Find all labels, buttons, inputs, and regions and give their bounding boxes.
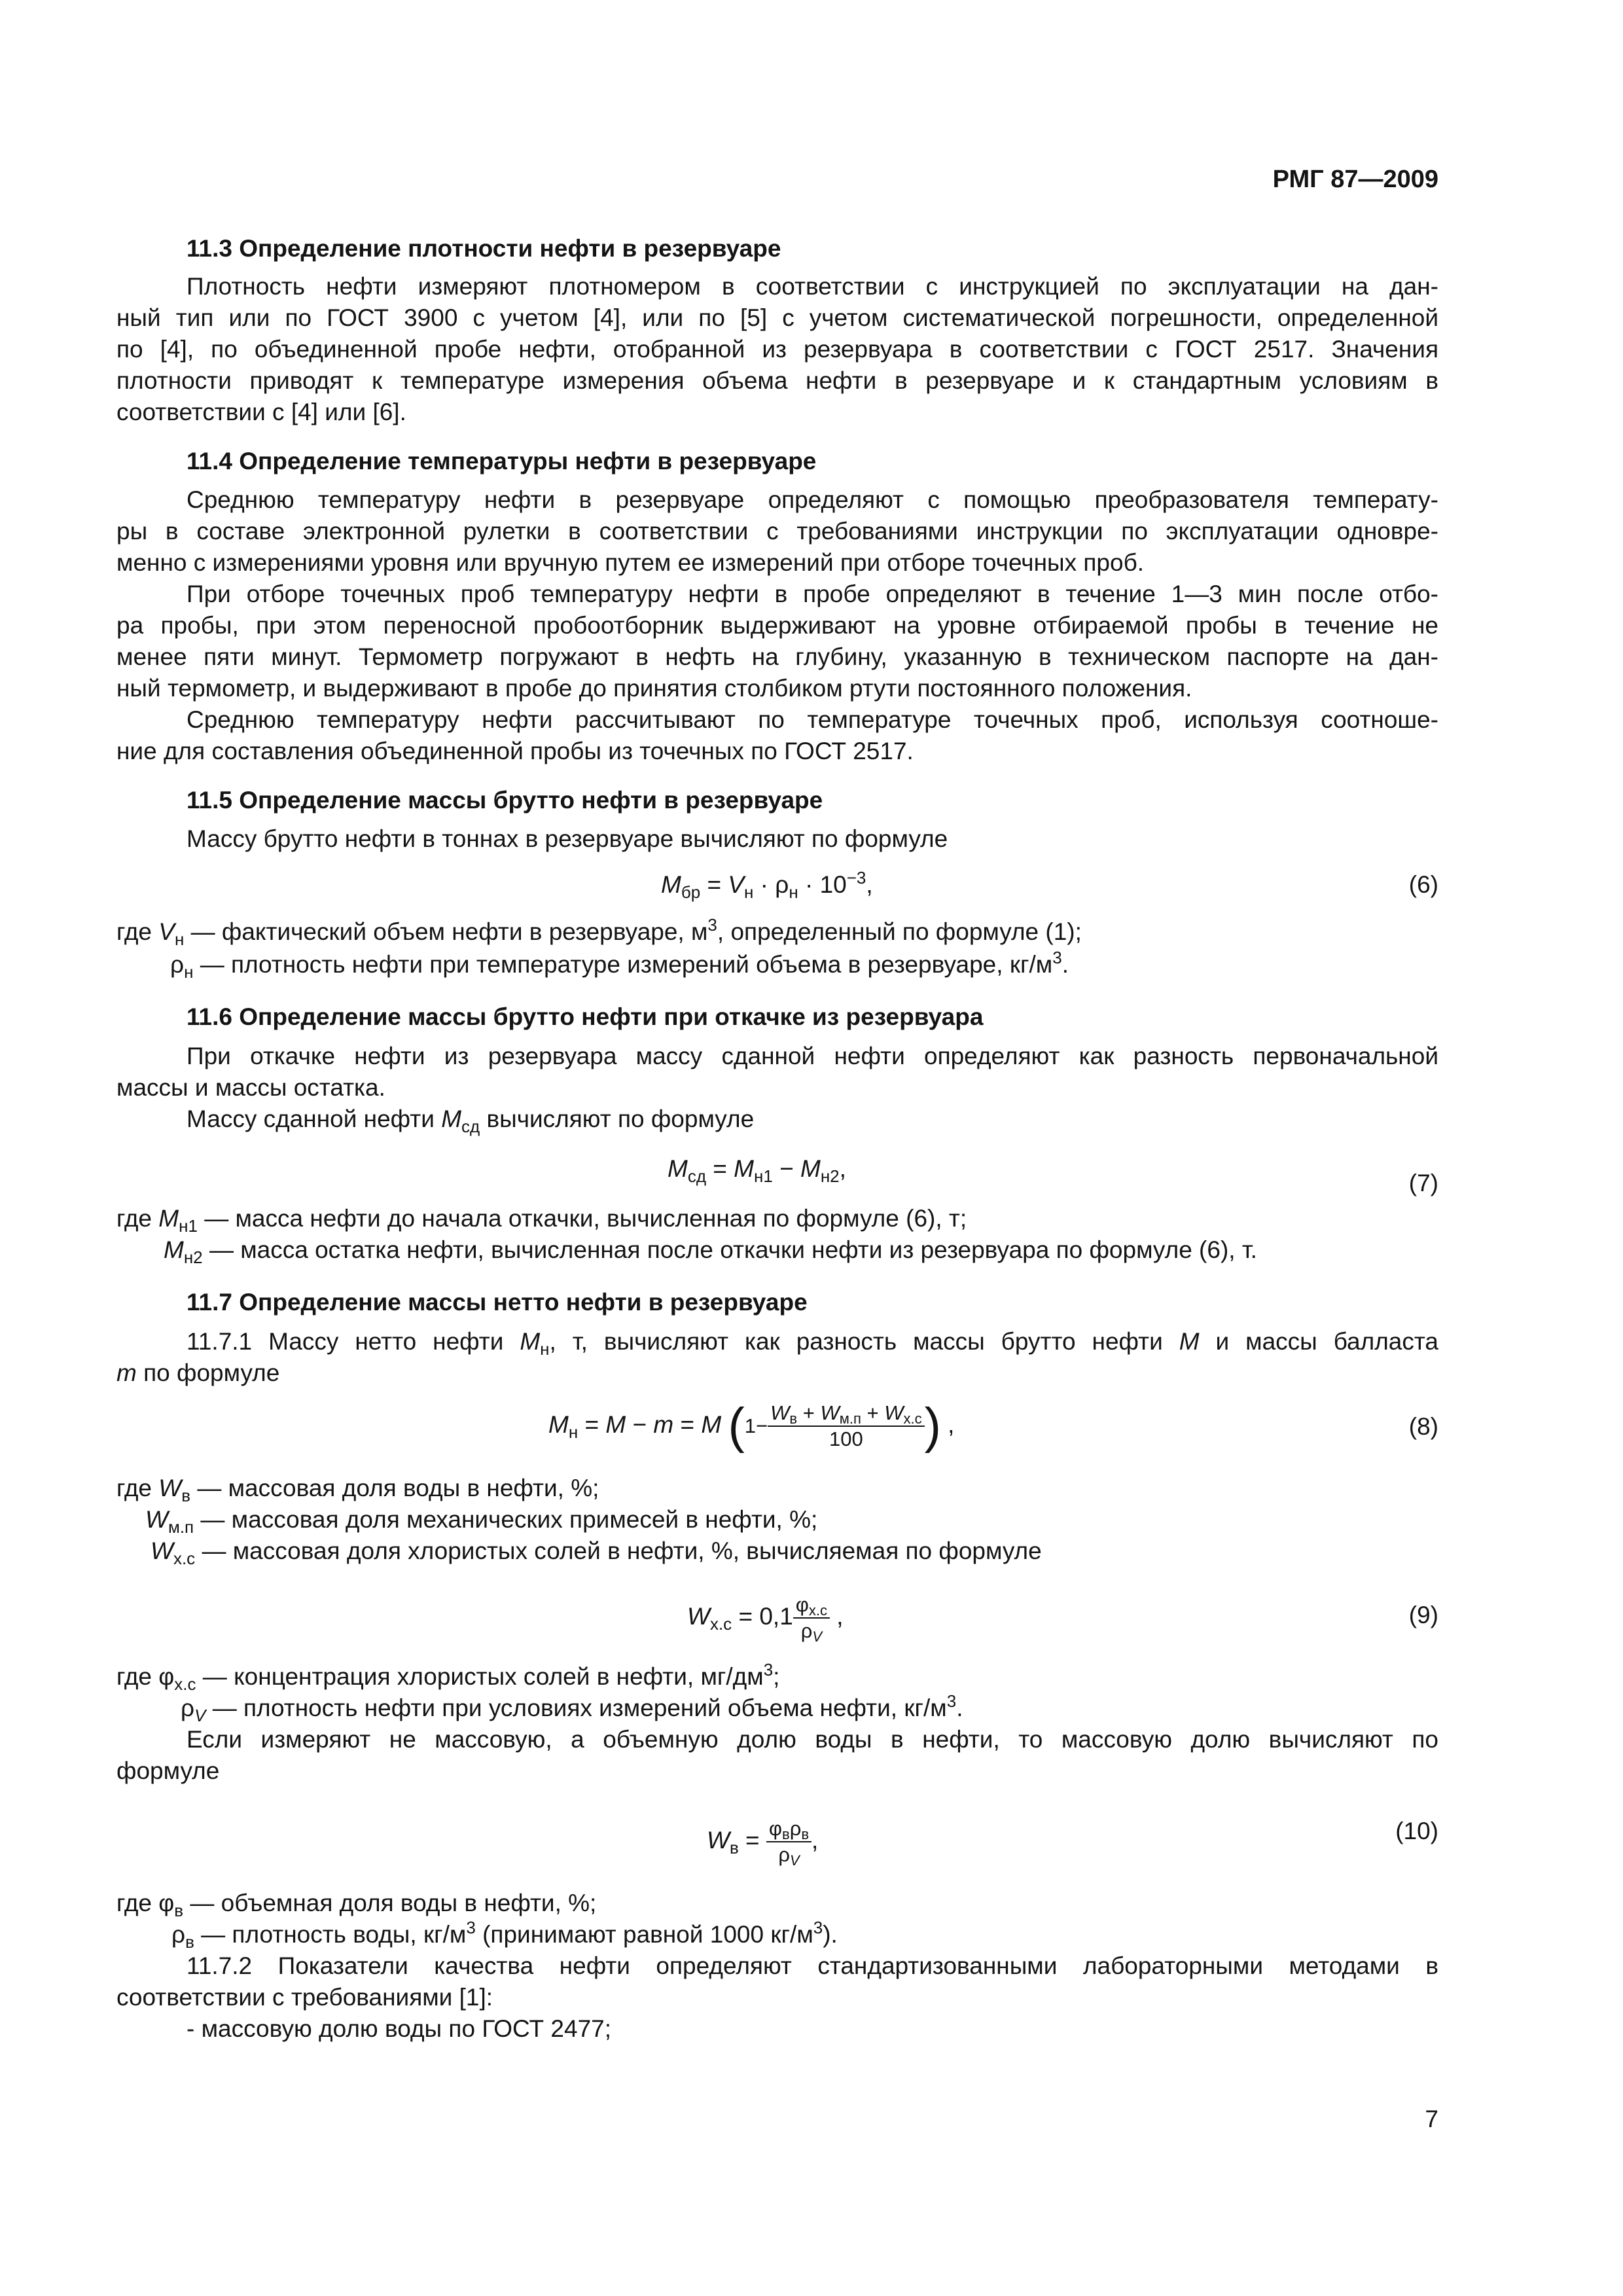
paragraph-line: менно с измерениями уровня или вручную путем ее измерений при отборе точечных проб. [116, 549, 1145, 576]
formula-10: $W_в$ = $\frac{\varphi_в\rho_в}{\rho_V}$ , [707, 1817, 819, 1869]
paragraph-line: При отборе точечных проб температуру нефти в пробе определяют в течение 1—3 мин после отбо- [187, 581, 1438, 607]
paragraph-line: соответствии с требованиями [1]: [116, 1984, 493, 2011]
paragraph-line: Плотность нефти измеряют плотномером в соответствии с инструкцией по эксплуатации на дан- [187, 273, 1438, 300]
paragraph-line: m по формуле [116, 1359, 280, 1386]
where-line: где $\varphi_{х.с}$ — концентрация хлористых солей в нефти, $мг/дм^3$; [116, 1660, 780, 1694]
where-line: где $V_н$ — фактический объем нефти в резервуаре, $м^3$, определенный по формуле (1); [116, 915, 1082, 949]
paragraph-line: Массу сданной нефти $M_{сд}$ вычисляют по формуле [187, 1105, 755, 1136]
paragraph-line: по [4], по объединенной пробе нефти, отобранной из резервуара в соответствии с ГОСТ 2517. Значения [116, 336, 1438, 363]
equation-number-8: (8) [1408, 1413, 1438, 1440]
paragraph-line: плотности приводят к температуре измерения объема нефти в резервуаре и к стандартным условиям в [116, 367, 1438, 394]
paragraph-line: 11.7.1 Массу нетто нефти $M_н$, т, вычисляют как разность массы брутто нефти M и массы балласта [187, 1328, 1438, 1359]
paragraph-line: ный тип или по ГОСТ 3900 с учетом [4], или по [5] с учетом систематической погрешности, определенной [116, 304, 1438, 331]
equation-number-9: (9) [1408, 1602, 1438, 1628]
where-line: где $W_в$ — массовая доля воды в нефти, %; [116, 1475, 599, 1505]
paragraph-line: Если измеряют не массовую, а объемную долю воды в нефти, то массовую долю вычисляют по [187, 1726, 1438, 1753]
paragraph-line: массы и массы остатка. [116, 1074, 385, 1101]
paragraph-line: При откачке нефти из резервуара массу сданной нефти определяют как разность первоначальной [187, 1043, 1438, 1069]
paragraph-line: ный термометр, и выдерживают в пробе до принятия столбиком ртути постоянного положения. [116, 675, 1192, 702]
where-line: $\rho_н$ — плотность нефти при температуре измерений объема в резервуаре, $кг/м^3$. [170, 948, 1069, 982]
section-heading-11-4: 11.4 Определение температуры нефти в резервуаре [187, 448, 817, 475]
document-code: РМГ 87—2009 [1272, 166, 1438, 193]
paragraph-line: Среднюю температуру нефти рассчитывают по температуре точечных проб, используя соотноше- [187, 706, 1438, 733]
where-text: — фактический объем нефти в резервуаре, м [190, 918, 708, 945]
paragraph-line: ра пробы, при этом переносной пробоотборник выдерживают на уровне отбираемой пробы в течение не [116, 612, 1438, 639]
section-heading-11-3: 11.3 Определение плотности нефти в резервуаре [187, 235, 781, 262]
section-heading-11-6: 11.6 Определение массы брутто нефти при откачке из резервуара [187, 1003, 984, 1030]
where-text: , определенный по формуле (1); [717, 918, 1082, 945]
formula-7: $M_{сд} = M_{н1} - M_{н2}$, [668, 1155, 846, 1186]
section-heading-11-7: 11.7 Определение массы нетто нефти в резервуаре [187, 1289, 808, 1316]
where-line: $\rho_в$ — плотность воды, $кг/м^3$ (принимают равной 1000 $кг/м^3$). [171, 1918, 838, 1952]
where-line: $W_{х.с}$ — массовая доля хлористых солей в нефти, %, вычисляемая по формуле [151, 1537, 1042, 1568]
paragraph-line: 11.7.2 Показатели качества нефти определяют стандартизованными лабораторными методами в [187, 1952, 1438, 1979]
paragraph-line: менее пяти минут. Термометр погружают в нефть на глубину, указанную в техническом паспорте на дан- [116, 643, 1438, 670]
paragraph-line: Среднюю температуру нефти в резервуаре определяют с помощью преобразователя температу- [187, 486, 1438, 513]
section-heading-11-5: 11.5 Определение массы брутто нефти в резервуаре [187, 787, 823, 814]
paragraph-line: Массу брутто нефти в тоннах в резервуаре вычисляют по формуле [187, 825, 948, 852]
where-line: где $M_{н1}$ — масса нефти до начала откачки, вычисленная по формуле (6), т; [116, 1205, 967, 1236]
paragraph-line: ние для составления объединенной пробы из точечных по ГОСТ 2517. [116, 738, 914, 764]
formula-9: $W_{х.с} = 0,1$ $\frac{\varphi_{х.с}}{\rho_V}$ , [687, 1593, 844, 1645]
paragraph-line: ры в составе электронной рулетки в соответствии с требованиями инструкции по эксплуатации одновре- [116, 518, 1438, 545]
equation-number-6: (6) [1408, 871, 1438, 898]
where-line: $\rho_V$ — плотность нефти при условиях измерений объема нефти, $кг/м^3$. [181, 1691, 963, 1725]
formula-6: $M_{бр} = V_н \cdot \rho_н \cdot 10^{-3}$, [661, 868, 873, 902]
where-text: — плотность нефти при температуре измерений объема в резервуаре, кг/м [200, 951, 1053, 978]
paragraph-line: соответствии с [4] или [6]. [116, 399, 406, 425]
equation-number-10: (10) [1395, 1818, 1438, 1844]
list-item: - массовую долю воды по ГОСТ 2477; [187, 2015, 612, 2042]
where-line: $M_{н2}$ — масса остатка нефти, вычисленная после откачки нефти из резервуара по формуле (6), т. [164, 1236, 1257, 1267]
equation-number-7: (7) [1408, 1170, 1438, 1196]
where-line: $W_{м.п}$ — массовая доля механических примесей в нефти, %; [145, 1506, 818, 1537]
where-line: где $\varphi_в$ — объемная доля воды в нефти, %; [116, 1890, 597, 1920]
page-number: 7 [1425, 2106, 1438, 2132]
paragraph-line: формуле [116, 1757, 220, 1784]
formula-8: $M_н = M - m = M$ (1− $\frac{W_в + W_{м.п} + W_{х.с}}{100}$ ) , [548, 1398, 955, 1454]
